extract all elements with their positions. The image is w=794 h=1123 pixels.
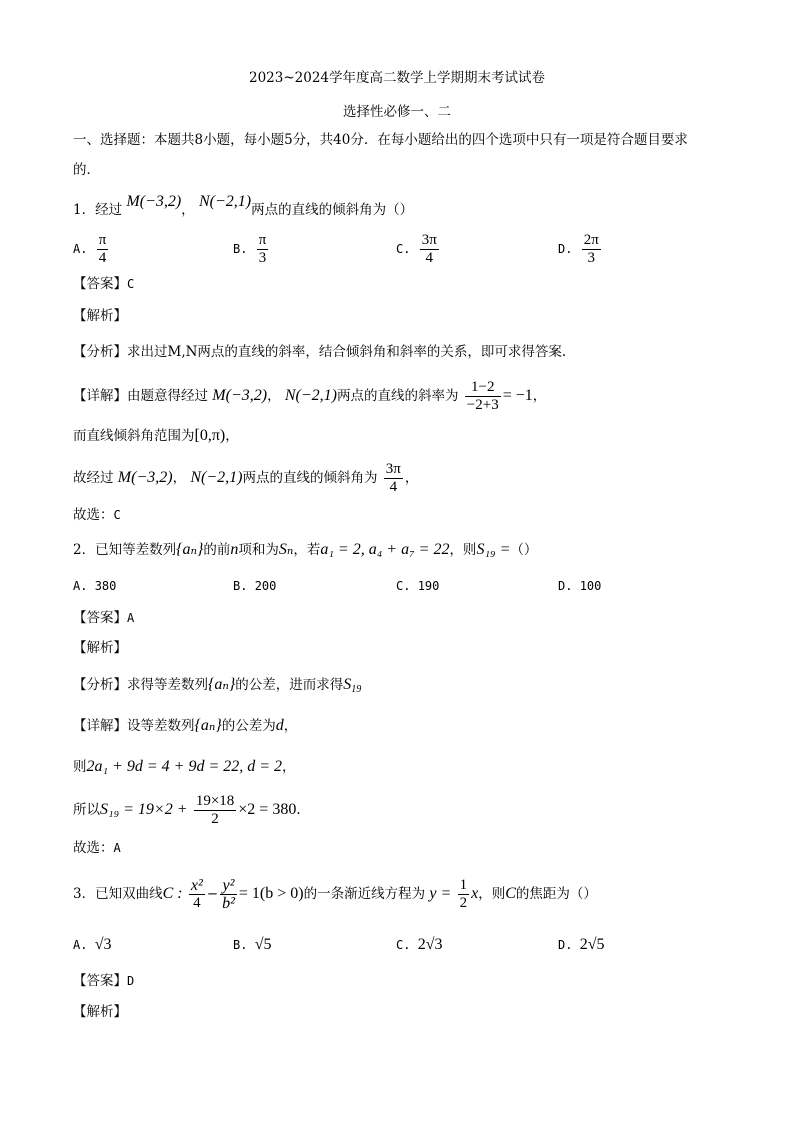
q1-option-c: C. $\frac{3\pi}{4}$ (396, 232, 437, 266)
q2-analysis-label: 【解析】 (73, 640, 127, 656)
page-title: 2023~2024学年度高二数学上学期期末考试试卷 (248, 70, 546, 86)
q3-option-c: C. 2√3 (396, 936, 443, 953)
q1-answer: 【答案】C (73, 276, 135, 292)
section-heading: 一、选择题：本题共8小题，每小题5分，共40分．在每小题给出的四个选项中只有一项是符合题目要求 (73, 132, 688, 148)
q1-range: 而直线倾斜角范围为[0,π)， (73, 427, 239, 444)
q1-fenxi: 【分析】求出过M,N两点的直线的斜率，结合倾斜角和斜率的关系，即可求得答案. (73, 344, 567, 360)
question-1-stem: 1．经过 M(−3,2)， N(−2,1)两点的直线的倾斜角为（） (73, 193, 414, 218)
q1-result: 故经过 M(−3,2)， N(−2,1)两点的直线的倾斜角为 $\frac{3\pi}{4}$ ， (73, 461, 419, 495)
q2-option-a: A. 380 (73, 579, 117, 593)
q2-choose: 故选：A (73, 840, 121, 856)
q2-detail: 【详解】设等差数列{aₙ}的公差为d， (73, 717, 298, 734)
q1-option-d: D. $\frac{2\pi}{3}$ (558, 232, 599, 266)
q3-option-b: B. √5 (233, 936, 272, 953)
question-3-stem: 3．已知双曲线C : $\frac{\text{x²}}{4}$ − $\frac{\text{y²}}{\text{b²}}$ = 1(b > 0)的一条渐近线方程为 y = $\frac{1}{2}$ x，则C的焦距为（） (73, 877, 597, 912)
q1-option-b: B. $\frac{\pi}{3}$ (233, 232, 267, 266)
q1-choose: 故选：C (73, 507, 121, 523)
page-subtitle: 选择性必修一、二 (343, 104, 451, 120)
q3-answer: 【答案】D (73, 973, 135, 989)
section-heading-cont: 的． (73, 162, 100, 178)
q1-detail: 【详解】由题意得经过 M(−3,2)， N(−2,1)两点的直线的斜率为 $\frac{1-2}{-2+3}$ = −1， (73, 379, 547, 413)
q2-line1: 则2a₁ + 9d = 4 + 9d = 22, d = 2， (73, 758, 296, 775)
q2-option-b: B. 200 (233, 579, 277, 593)
q1-option-a: A. $\frac{\pi}{4}$ (73, 232, 107, 266)
question-2-stem: 2．已知等差数列{aₙ}的前n项和为Sₙ，若a₁ = 2, a₄ + a₇ = 22，则S₁₉ =（） (73, 541, 538, 558)
q3-option-a: A. √3 (73, 936, 112, 953)
q3-option-d: D. 2√5 (558, 936, 605, 953)
q2-option-d: D. 100 (558, 579, 602, 593)
q2-fenxi: 【分析】求得等差数列{aₙ}的公差，进而求得$S_{19}$ (73, 676, 362, 695)
q2-line2: 所以S₁₉ = 19×2 + $\frac{19\times 18}{2}$ ×2 = 380. (73, 793, 301, 827)
q2-option-c: C. 190 (396, 579, 440, 593)
q2-answer: 【答案】A (73, 610, 135, 626)
q3-analysis-label: 【解析】 (73, 1004, 127, 1020)
q1-analysis-label: 【解析】 (73, 308, 127, 324)
